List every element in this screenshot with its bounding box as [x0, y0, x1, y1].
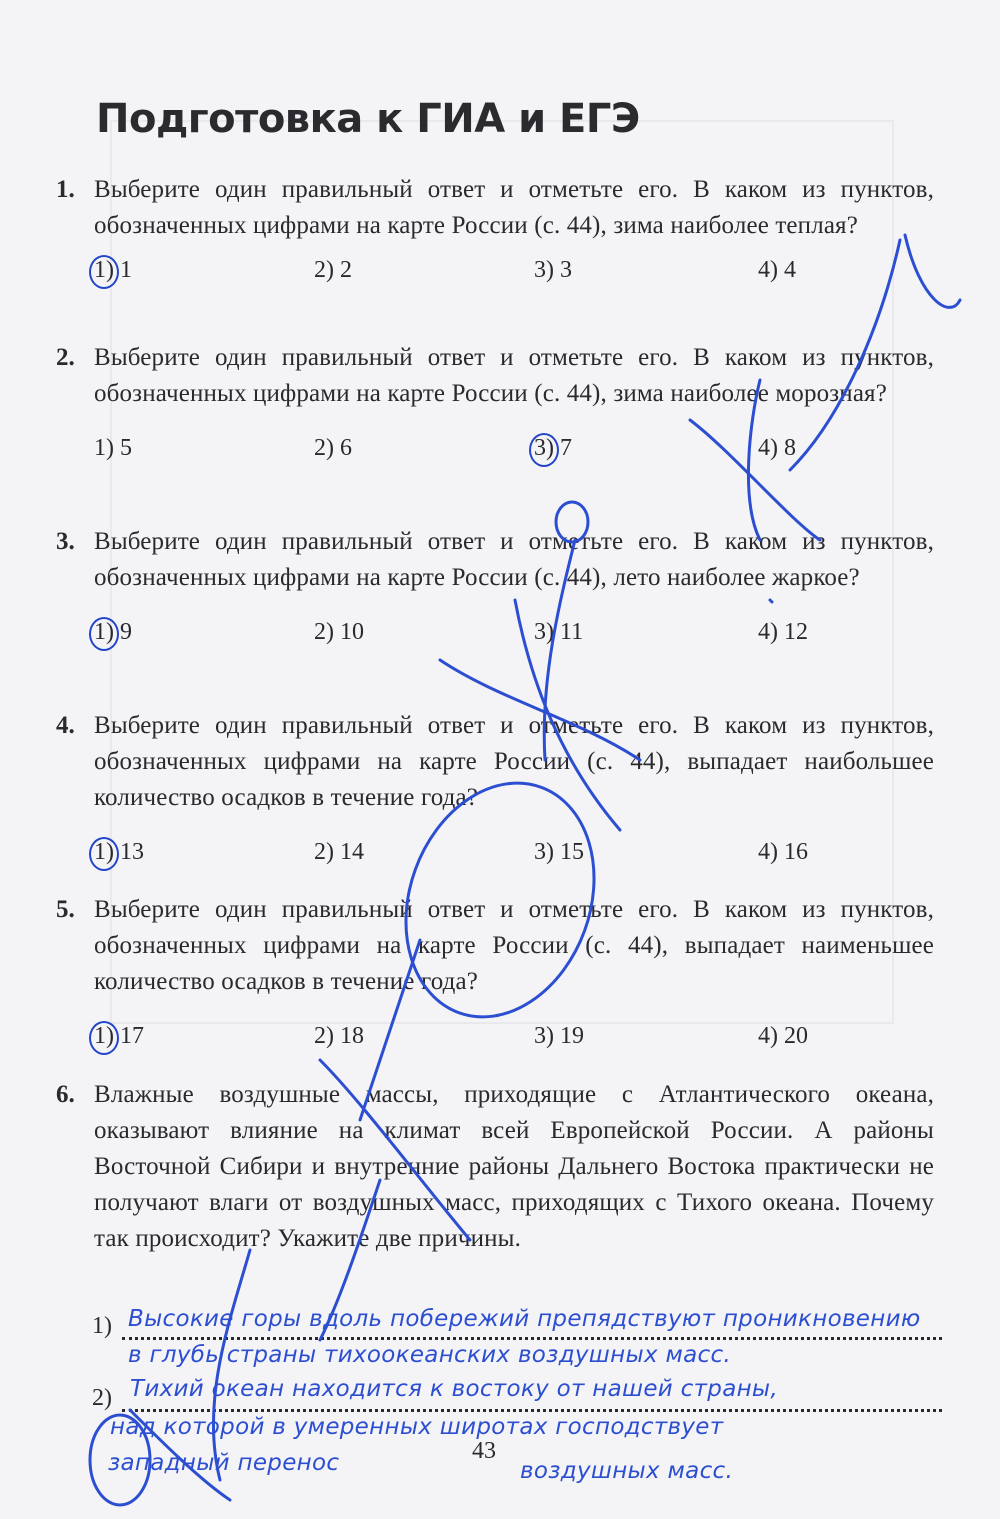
question-number: 1. [56, 176, 75, 203]
option-1[interactable]: 1) 5 [94, 435, 132, 461]
handwritten-answer-2-line-1: Тихий океан находится к востоку от нашей страны, [130, 1376, 778, 1402]
question-3 [56, 524, 934, 650]
question-text: Выберите один правильный ответ и отметьте его. В каком из пунктов, обозначенных цифрами на карте России (с. 44), выпадает наименьшее количество осадков в течение года? [94, 896, 934, 995]
question-text: Выберите один правильный ответ и отметьте его. В каком из пунктов, обозначенных цифрами на карте России (с. 44), лето наиболее жаркое? [94, 528, 934, 591]
option-1[interactable]: 1) 1 [94, 252, 132, 288]
option-2[interactable]: 2) 18 [314, 1023, 364, 1049]
question-text: Выберите один правильный ответ и отметьте его. В каком из пунктов, обозначенных цифрами на карте России (с. 44), зима наиболее теплая? [94, 176, 934, 239]
option-1[interactable]: 1) 13 [94, 834, 144, 870]
option-4[interactable]: 4) 4 [758, 257, 796, 283]
option-4[interactable]: 4) 20 [758, 1023, 808, 1049]
answer-options [56, 614, 934, 650]
answer-options [56, 834, 934, 870]
answer-options [56, 430, 934, 466]
option-4[interactable]: 4) 16 [758, 839, 808, 865]
handwritten-answer-2-line-3: западный перенос [108, 1450, 340, 1476]
question-number: 5. [56, 896, 75, 923]
option-2[interactable]: 2) 14 [314, 839, 364, 865]
question-text: Выберите один правильный ответ и отметьте его. В каком из пунктов, обозначенных цифрами на карте России (с. 44), зима наиболее морозная? [94, 344, 934, 407]
answer-options [56, 252, 934, 288]
option-1[interactable]: 1) 9 [94, 614, 132, 650]
answer-label: 2) [92, 1385, 112, 1411]
answer-options [56, 1018, 934, 1054]
question-text: Влажные воздушные массы, приходящие с Атлантического океана, оказывают влияние на климат всей Европейской России. А районы Восточной Сибири и внутренние районы Дальнего Востока практически не получают влаги от воздушных масс, приходящих с Тихого океана. Почему так происходит? Укажите две причины. [94, 1081, 934, 1252]
answer-label: 1) [92, 1313, 112, 1339]
option-3[interactable]: 3) 19 [534, 1023, 584, 1049]
option-3[interactable]: 3) 15 [534, 839, 584, 865]
option-2[interactable]: 2) 2 [314, 257, 352, 283]
option-3[interactable]: 3) 7 [534, 430, 572, 466]
option-4[interactable]: 4) 8 [758, 435, 796, 461]
option-1[interactable]: 1) 17 [94, 1018, 144, 1054]
question-number: 6. [56, 1081, 75, 1108]
dotted-answer-line[interactable] [122, 1403, 942, 1412]
page-title: Подготовка к ГИА и ЕГЭ [96, 96, 640, 142]
question-6 [56, 1077, 934, 1257]
question-text: Выберите один правильный ответ и отметьте его. В каком из пунктов, обозначенных цифрами на карте России (с. 44), выпадает наибольшее количество осадков в течение года? [94, 712, 934, 811]
question-number: 4. [56, 712, 75, 739]
page-number: 43 [472, 1438, 496, 1464]
option-4[interactable]: 4) 12 [758, 619, 808, 645]
question-number: 2. [56, 344, 75, 371]
question-4 [56, 708, 934, 870]
question-1 [56, 172, 934, 288]
option-3[interactable]: 3) 11 [534, 619, 584, 645]
handwritten-answer-2-line-4: воздушных масс. [520, 1458, 734, 1484]
handwritten-answer-1-line-2: в глубь страны тихоокеанских воздушных масс. [128, 1342, 732, 1368]
question-number: 3. [56, 528, 75, 555]
question-2 [56, 340, 934, 466]
option-3[interactable]: 3) 3 [534, 257, 572, 283]
handwritten-answer-2-line-2: над которой в умеренных широтах господствует [110, 1414, 724, 1440]
option-2[interactable]: 2) 6 [314, 435, 352, 461]
question-5 [56, 892, 934, 1054]
option-2[interactable]: 2) 10 [314, 619, 364, 645]
handwritten-answer-1-line-1: Высокие горы вдоль побережий препядствуют проникновению [128, 1306, 921, 1332]
